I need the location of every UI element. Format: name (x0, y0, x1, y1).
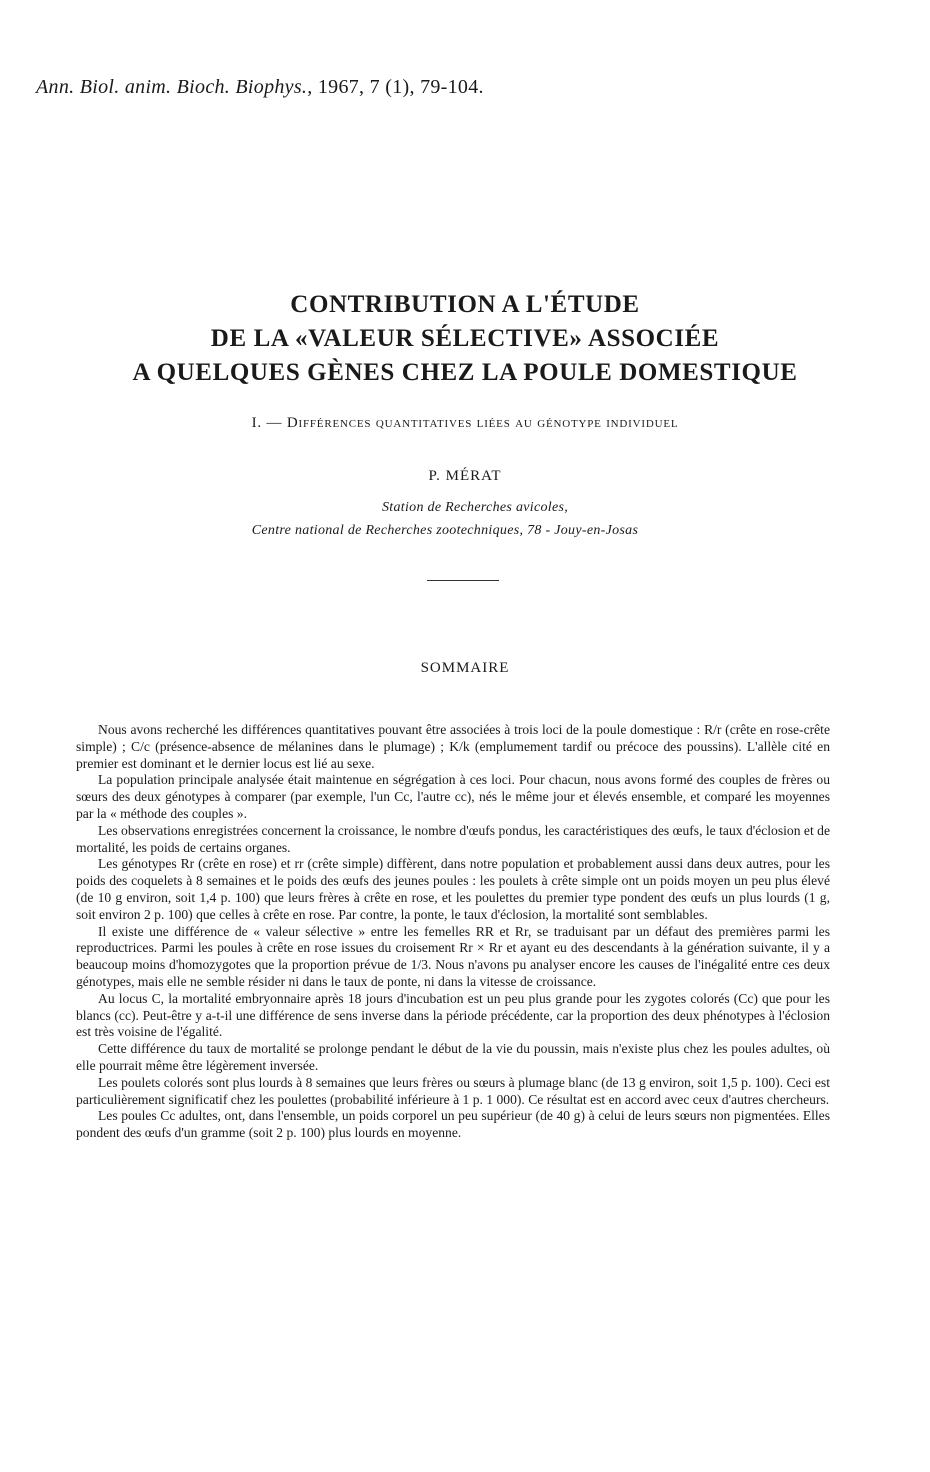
abstract-paragraph: Nous avons recherché les différences quantitatives pouvant être associées à trois loci de la poule domestique : R/r (crête en rose-crête simple) ; C/c (présence-absence de mélanines dans le plumage) ; K/k (emplumement tardif ou précoce des poussins). L'allèle cité en premier est dominant et le dernier locus est lié au sexe. (76, 722, 830, 771)
abstract-paragraph: Les poulets colorés sont plus lourds à 8 semaines que leurs frères ou sœurs à plumage blanc (de 13 g environ, soit 1,5 p. 100). Ceci est particulièrement significatif chez les poulettes (probabilité inférieure à 1 p. 1 000). Ce résultat est en accord avec ceux d'autres chercheurs. (76, 1074, 830, 1107)
journal-volume-pages: 1967, 7 (1), 79-104. (317, 76, 484, 98)
journal-name: Ann. Biol. anim. Bioch. Biophys., (36, 76, 313, 98)
author-name: P. MÉRAT (428, 468, 502, 484)
article-title (40, 288, 890, 390)
affiliation-line-2: Centre national de Recherches zootechniques, 78 - Jouy-en-Josas (251, 523, 639, 538)
abstract-body (76, 722, 830, 1142)
abstract-paragraph: Les poules Cc adultes, ont, dans l'ensemble, un poids corporel un peu supérieur (de 40 g) à celui de leurs sœurs non pigmentées. Elles pondent des œufs d'un gramme (soit 2 p. 100) plus lourds en moyenne. (76, 1108, 830, 1141)
affiliation-line-1: Station de Recherches avicoles, (381, 500, 569, 515)
abstract-paragraph: Cette différence du taux de mortalité se prolonge pendant le début de la vie du poussin, mais n'existe plus chez les poules adultes, où elle pourrait même être légèrement inversée. (76, 1041, 830, 1073)
separator-rule (427, 580, 499, 581)
title-line-1: CONTRIBUTION A L'ÉTUDE (290, 291, 640, 318)
abstract-paragraph: La population principale analysée était maintenue en ségrégation à ces loci. Pour chacun, nous avons formé des couples de frères ou sœurs des deux génotypes à comparer (par exemple, l'un Cc, l'autre cc), nés le même jour et élevés ensemble, et comparé les moyennes par la « méthode des couples ». (76, 772, 830, 821)
abstract-heading: SOMMAIRE (420, 660, 510, 676)
article-subtitle: I. — Différences quantitatives liées au génotype individuel (251, 415, 679, 431)
title-line-3: A QUELQUES GÈNES CHEZ LA POULE DOMESTIQUE (132, 359, 798, 386)
title-line-2: DE LA «VALEUR SÉLECTIVE» ASSOCIÉE (210, 325, 720, 352)
abstract-paragraph: Les observations enregistrées concernent la croissance, le nombre d'œufs pondus, les caractéristiques des œufs, le taux d'éclosion et de mortalité, les poids de certains organes. (76, 822, 830, 855)
abstract-paragraph: Il existe une différence de « valeur sélective » entre les femelles RR et Rr, se traduisant par un défaut des premières parmi les reproductrices. Parmi les poules à crête en rose issues du croisement Rr × Rr et ayant eu des descendants à la génération suivante, il y a beaucoup moins d'homozygotes que la proportion prévue de 1/3. Nous n'avons pu analyser encore les causes de l'inégalité entre ces deux génotypes, mais elle ne semble résider ni dans le taux de ponte, ni dans la vitesse de croissance. (76, 923, 830, 989)
abstract-paragraph: Au locus C, la mortalité embryonnaire après 18 jours d'incubation est un peu plus grande pour les zygotes colorés (Cc) que pour les blancs (cc). Peut-être y a-t-il une différence de sens inverse dans la période précédente, car la proportion des deux phénotypes à l'éclosion est très voisine de l'égalité. (76, 990, 830, 1040)
abstract-paragraph: Les génotypes Rr (crête en rose) et rr (crête simple) diffèrent, dans notre population et probablement aussi dans deux autres, pour les poids des coquelets à 8 semaines et le poids des œufs des jeunes poules : les poulets à crête simple ont un poids moyen un peu plus élevé (de 10 g environ, soit 1,4 p. 100) que leurs frères à crête en rose, et les poulettes du premier type pondent des œufs un plus lourds (1 g, soit environ 2 p. 100) que celles à crête en rose. Par contre, la ponte, le taux d'éclosion, la mortalité sont semblables. (76, 856, 830, 922)
journal-citation (36, 76, 484, 99)
